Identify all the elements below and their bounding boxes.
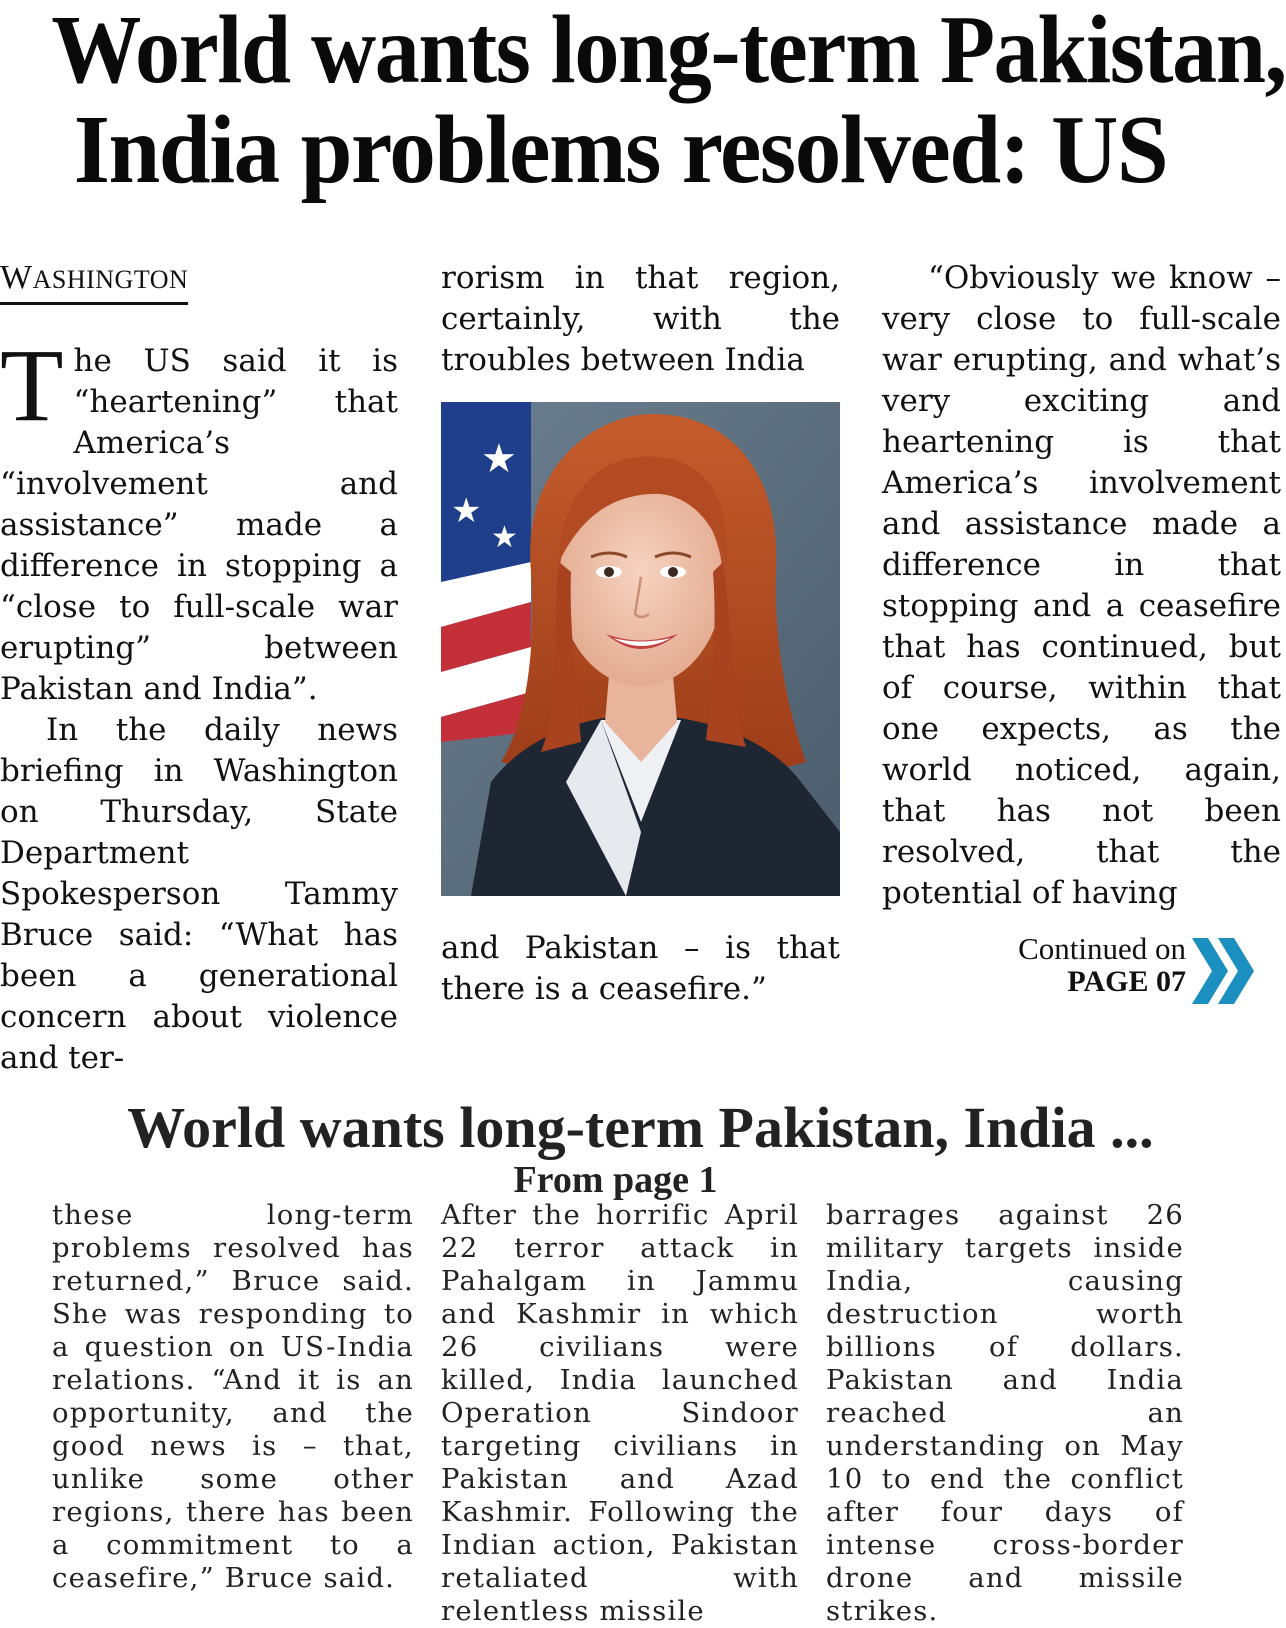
continuation-column-2	[441, 1199, 799, 1628]
continued-label: Continued on	[1018, 931, 1186, 966]
dateline-rest: ASHINGTON	[32, 265, 189, 294]
headline-line-1: World wants long-term Pakistan,	[51, 0, 1286, 104]
story-paragraph-1	[0, 328, 398, 710]
story-column-3-text: “Obviously we know – very close to full-scale war erupting, and what’s very exciting and heartening is that America’s involvement and assistance made a difference in that stopping and a ceasefire that has continued, but of course, within that one expects, as the world noticed, again, that has not been resolved, that the potential of having	[882, 260, 1281, 911]
double-chevron-right-icon	[1190, 936, 1256, 1006]
dateline-initial: W	[0, 259, 33, 296]
continuation-column-3	[826, 1199, 1184, 1628]
continuation-column-3-text: barrages against 26 military targets inside India, causing destruction worth billions of dollars. Pakistan and India reached an understanding on May 10 to end the conflict after four days of intense cross-border drone and missile strikes.	[826, 1199, 1184, 1627]
svg-text:★: ★	[451, 491, 482, 531]
continuation-column-1	[52, 1199, 414, 1595]
svg-text:★: ★	[481, 436, 517, 482]
dateline	[0, 258, 188, 305]
svg-text:★: ★	[491, 520, 518, 555]
story-column-2-top-text: rorism in that region, certainly, with the troubles between India	[441, 260, 840, 378]
from-page-label: From page 1	[513, 1159, 718, 1201]
headline-line-2: India problems resolved: US	[73, 96, 1168, 204]
drop-cap: T	[0, 328, 64, 443]
continuation-column-2-text: After the horrific April 22 terror attack in Pahalgam in Jammu and Kashmir in which 26 civilians were killed, India launched Operation Sindoor targeting civilians in Pakistan and Azad Kashmir. Following the Indian action, Pakistan retaliated with relentless missile	[441, 1199, 799, 1627]
story-column-3	[882, 258, 1281, 914]
continued-page: PAGE 07	[1067, 965, 1186, 998]
story-column-2-bottom	[441, 928, 840, 1010]
story-paragraph-1-text: he US said it is “heartening” that America’s “involvement and assistance” made a difference in stopping a “close to full-scale war erupting” between Pakistan and India”.	[0, 343, 398, 707]
spokesperson-photo	[441, 402, 840, 896]
story-paragraph-2: In the daily news briefing in Washington on Thursday, State Department Spokesperson Tammy Bruce said: “What has been a generational concern about violence and ter-	[0, 712, 398, 1076]
continuation-column-1-text: these long-term problems resolved has returned,” Bruce said. She was responding to a question on US-India relations. “And it is an opportunity, and the good news is – that, unlike some other regions, there has been a commitment to a ceasefire,” Bruce said.	[52, 1199, 414, 1594]
main-headline	[0, 0, 1286, 204]
story-column-2-bottom-text: and Pakistan – is that there is a ceasefire.”	[441, 930, 840, 1007]
continuation-headline: World wants long-term Pakistan, India ...	[127, 1095, 1154, 1160]
story-column-2-top	[441, 258, 840, 381]
continued-on[interactable]	[990, 932, 1186, 998]
story-column-1	[0, 258, 398, 1079]
